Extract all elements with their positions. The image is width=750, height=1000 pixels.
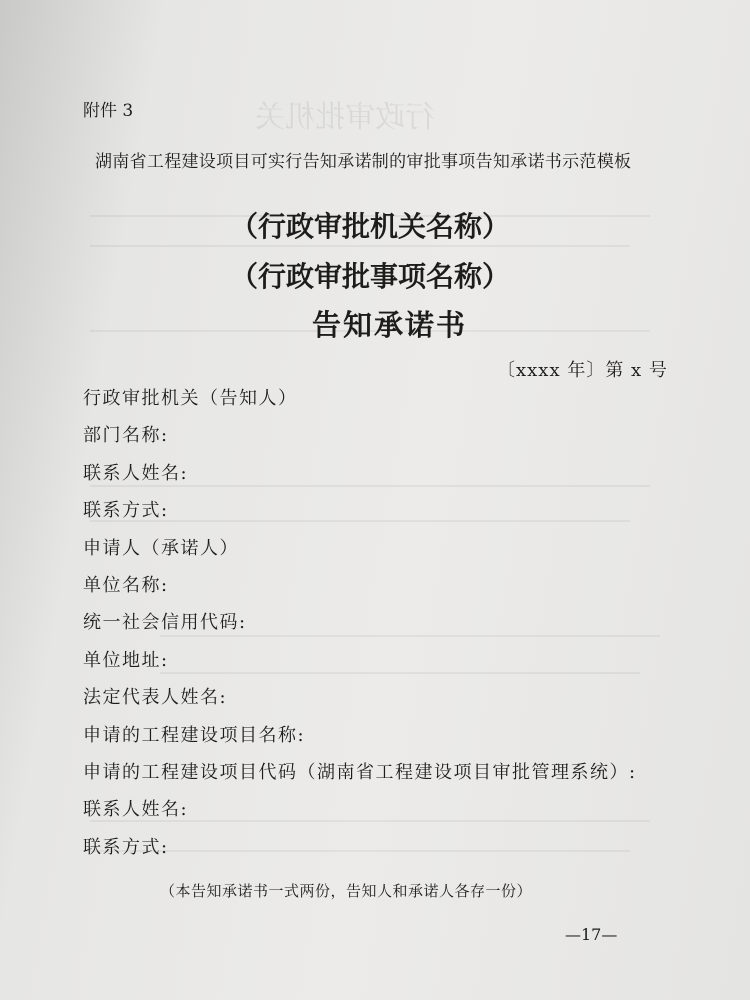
field-authority-contact-name: 联系人姓名: — [83, 462, 189, 484]
field-project-name: 申请的工程建设项目名称: — [83, 724, 306, 746]
field-organization-name: 单位名称: — [83, 575, 169, 597]
field-applicant-contact-name: 联系人姓名: — [83, 799, 189, 821]
show-through-shadow: 行政审批机关 — [255, 100, 435, 135]
field-credit-code: 统一社会信用代码: — [83, 612, 247, 634]
document-number: 〔xxxx 年〕第 x 号 — [497, 360, 668, 381]
field-legal-representative: 法定代表人姓名: — [83, 687, 228, 709]
field-authority-contact-info: 联系方式: — [83, 500, 169, 522]
field-project-code: 申请的工程建设项目代码（湖南省工程建设项目审批管理系统）: — [83, 762, 637, 784]
authority-name-heading: （行政审批机关名称） — [230, 210, 511, 243]
field-authority-notifier: 行政审批机关（告知人） — [83, 388, 298, 409]
show-through-shadow — [90, 245, 630, 247]
form-fields — [83, 380, 637, 866]
field-applicant-contact-info: 联系方式: — [83, 836, 169, 858]
approval-item-heading: （行政审批事项名称） — [230, 260, 511, 293]
copies-footnote: （本告知承诺书一式两份，告知人和承诺人各存一份） — [160, 882, 533, 900]
document-title: 湖南省工程建设项目可实行告知承诺制的审批事项告知承诺书示范模板 — [95, 152, 632, 172]
page-number: —17— — [565, 925, 618, 944]
field-applicant-promisor: 申请人（承诺人） — [83, 537, 239, 559]
main-heading: 告知承诺书 — [312, 308, 468, 342]
attachment-label: 附件 3 — [83, 101, 134, 121]
field-organization-address: 单位地址: — [83, 649, 169, 671]
field-department-name: 部门名称: — [83, 425, 169, 447]
